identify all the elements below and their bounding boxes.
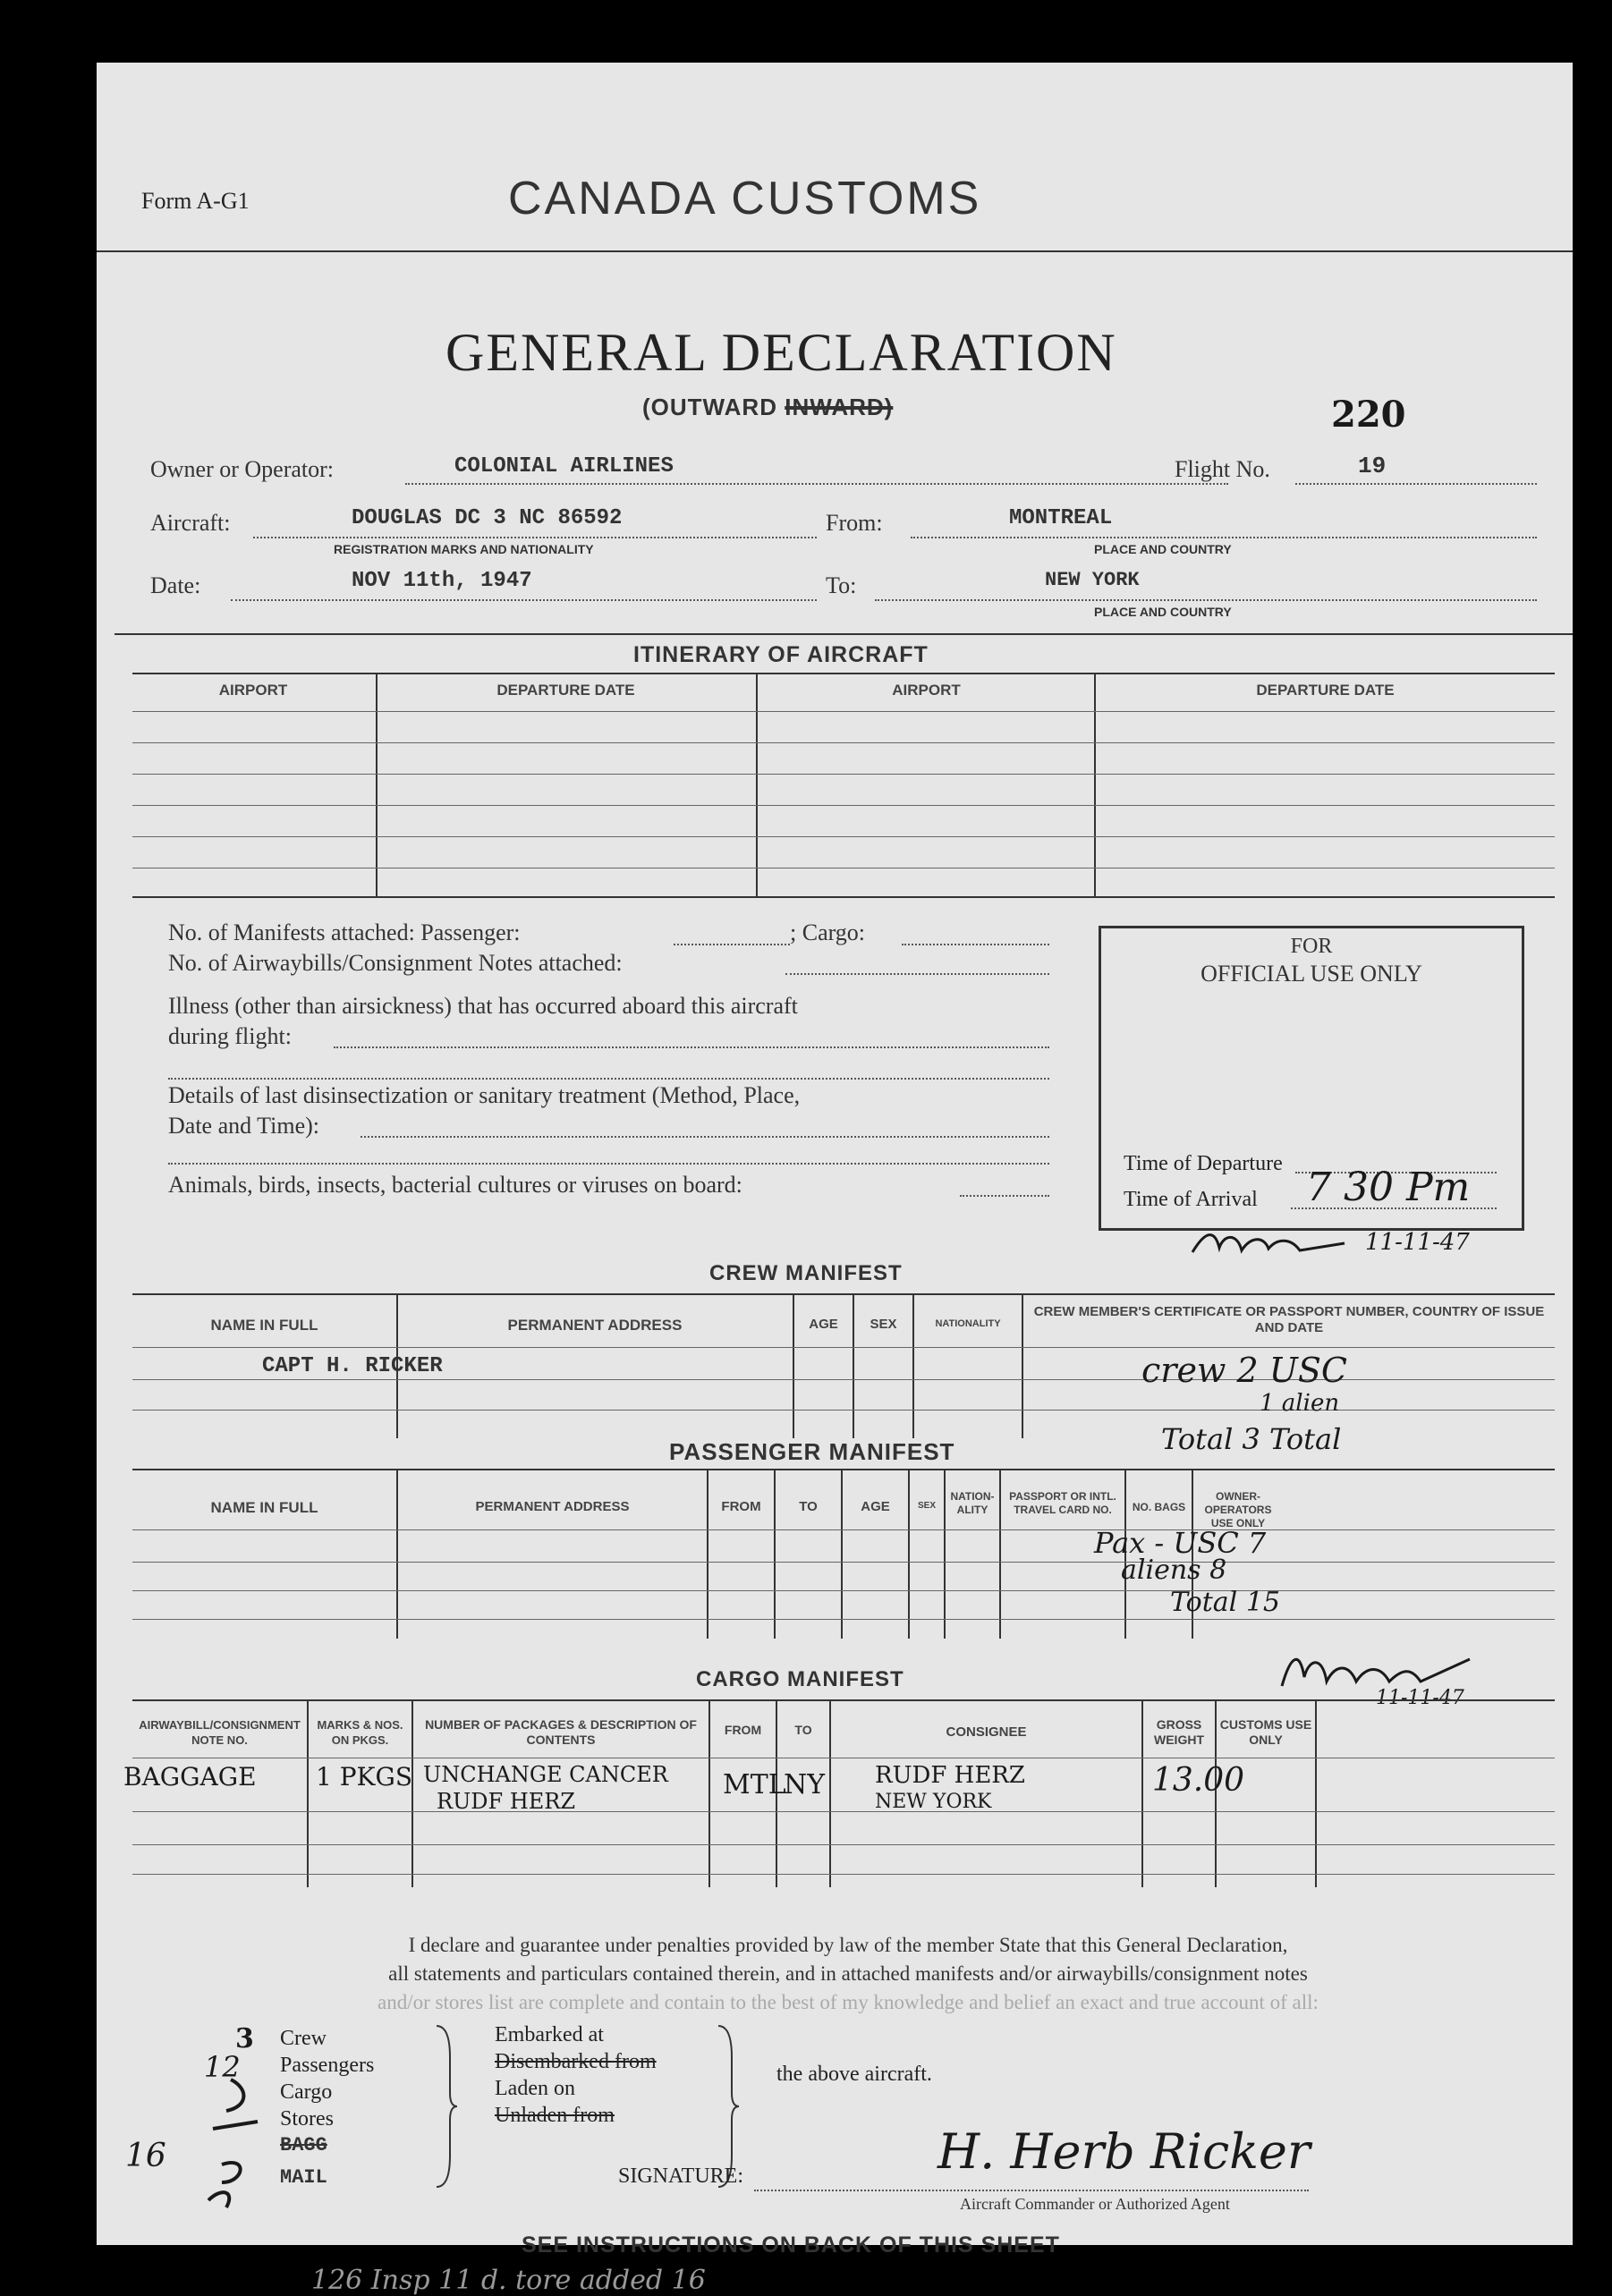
crew-header: NATIONALITY (935, 1318, 1001, 1329)
grid-line (841, 1469, 843, 1639)
crew-count: 3 (235, 2023, 254, 2055)
signature: H. Herb Ricker (938, 2123, 1311, 2180)
date-line (231, 599, 817, 601)
signature-caption: Aircraft Commander or Authorized Agent (960, 2195, 1230, 2213)
passenger-header: PASSPORT OR INTL. TRAVEL CARD NO. (1009, 1490, 1116, 1516)
cargo-weight: 13.00 (1152, 1762, 1245, 1799)
grid-line (944, 1469, 946, 1639)
cargo-cell: RUDF HERZ (437, 1789, 576, 1814)
bottom-item: Unladen from (495, 2104, 615, 2127)
cargo-header: GROSS WEIGHT (1154, 1717, 1204, 1747)
passenger-signoff: 11-11-47 (1376, 1687, 1464, 1709)
bottom-item: MAIL (280, 2166, 327, 2189)
manifests-line: Details of last disinsectization or sanitary treatment (Method, Place, (168, 1082, 801, 1108)
grid-line (307, 1699, 309, 1887)
divider (132, 673, 1555, 674)
subtitle (642, 394, 893, 421)
from-caption: PLACE AND COUNTRY (1094, 542, 1232, 556)
crew-header: SEX (870, 1317, 897, 1332)
official-title: OFFICIAL USE ONLY (1201, 961, 1422, 987)
cargo-cell: NY (784, 1769, 826, 1800)
grid-line (132, 1811, 1555, 1812)
from-value: MONTREAL (1009, 506, 1113, 530)
grid-line (132, 1410, 1555, 1411)
divider (97, 250, 1573, 252)
passenger-note: Pax - USC 7 (1094, 1526, 1267, 1560)
passenger-header: NAME IN FULL (210, 1499, 318, 1516)
grid-line (132, 1874, 1555, 1875)
flight-value: 19 (1358, 453, 1387, 479)
passenger-note: aliens 8 (1121, 1555, 1227, 1586)
grid-line (411, 1699, 413, 1887)
subtitle-inward: INWARD) (785, 394, 894, 420)
grid-line (132, 1529, 1555, 1530)
passenger-header: OWNER-OPERATORS USE ONLY (1204, 1490, 1272, 1529)
aircraft-label: Aircraft: (150, 510, 231, 536)
cargo-cell: BAGGAGE (123, 1762, 257, 1792)
passenger-header: PERMANENT ADDRESS (475, 1499, 630, 1514)
bottom-item: Passengers (280, 2054, 375, 2077)
bracket (432, 2021, 459, 2191)
manifests-blank (674, 944, 790, 945)
manifests-line: Illness (other than airsickness) that has occurred aboard this aircraft (168, 993, 798, 1019)
bottom-item: Laden on (495, 2077, 575, 2100)
owner-value: COLONIAL AIRLINES (454, 454, 674, 479)
passenger-header: SEX (917, 1501, 936, 1511)
manifests-blank (334, 1046, 1049, 1048)
subtitle-outward: (OUTWARD (642, 394, 777, 420)
initials-signature (1188, 1225, 1349, 1261)
bottom-item: Embarked at (495, 2023, 604, 2046)
manifests-blank (785, 973, 1049, 975)
crew-header: PERMANENT ADDRESS (507, 1317, 683, 1334)
cargo-cell: MTL (723, 1769, 786, 1800)
declaration-line: I declare and guarantee under penalties provided by law of the member State that this General Declaration, (408, 1934, 1288, 1956)
official-title: FOR (1290, 935, 1333, 958)
aircraft-line (253, 537, 817, 538)
page-title: GENERAL DECLARATION (445, 323, 1117, 382)
crew-member: CAPT H. RICKER (262, 1354, 443, 1378)
cargo-header: CONSIGNEE (946, 1724, 1027, 1740)
arrival-value: 7 30 Pm (1306, 1165, 1471, 1210)
bagg-count: 16 (125, 2138, 166, 2174)
manifests-blank (361, 1136, 1049, 1138)
grid-line (708, 1699, 710, 1887)
grid-line (1315, 1699, 1317, 1887)
to-caption: PLACE AND COUNTRY (1094, 605, 1232, 619)
aircraft-caption: REGISTRATION MARKS AND NATIONALITY (334, 542, 594, 556)
document-number: 220 (1331, 394, 1406, 436)
cargo-cell: UNCHANGE CANCER (423, 1762, 668, 1787)
bottom-item: Cargo (280, 2080, 333, 2104)
flight-line (1295, 483, 1537, 485)
owner-label: Owner or Operator: (150, 456, 335, 482)
cargo-cell: NEW YORK (875, 1791, 992, 1813)
itinerary-title: ITINERARY OF AIRCRAFT (633, 642, 929, 667)
bottom-item: Disembarked from (495, 2050, 657, 2073)
crew-note: 1 alien (1260, 1390, 1340, 1417)
aircraft-text: the above aircraft. (776, 2063, 932, 2086)
crew-header: AGE (809, 1317, 838, 1332)
itinerary-header: AIRPORT (892, 682, 961, 699)
manifests-blank (902, 944, 1049, 945)
grid-line (376, 673, 378, 896)
cargo-cell: RUDF HERZ (875, 1762, 1025, 1789)
passenger-header: AGE (861, 1499, 890, 1514)
grid-line (132, 805, 1555, 806)
arrival-label: Time of Arrival (1124, 1188, 1258, 1211)
divider (132, 1699, 1555, 1701)
cargo-header: NUMBER OF PACKAGES & DESCRIPTION OF CONTENTS (425, 1717, 697, 1747)
grid-line (132, 774, 1555, 775)
crew-header: CREW MEMBER'S CERTIFICATE OR PASSPORT NUMBER, COUNTRY OF ISSUE AND DATE (1033, 1304, 1545, 1335)
passenger-header: TO (799, 1499, 818, 1514)
itinerary-header: DEPARTURE DATE (1256, 682, 1395, 699)
manifests-line: Date and Time): (168, 1113, 319, 1139)
grid-line (132, 1590, 1555, 1591)
bottom-item: Crew (280, 2027, 327, 2050)
grid-line (908, 1469, 910, 1639)
itinerary-header: AIRPORT (218, 682, 288, 699)
official-signoff: 11-11-47 (1365, 1229, 1470, 1256)
grid-line (132, 711, 1555, 712)
cargo-header: MARKS & NOS. ON PKGS. (317, 1718, 403, 1747)
grid-line (912, 1293, 914, 1438)
divider (132, 896, 1555, 898)
crew-total: Total 3 Total (1161, 1422, 1342, 1456)
cargo-cell: 1 PKGS (316, 1762, 413, 1792)
manifests-blank (960, 1195, 1049, 1197)
grid-line (793, 1293, 794, 1438)
date-value: NOV 11th, 1947 (352, 569, 532, 593)
grid-line (999, 1469, 1001, 1639)
passenger-header: FROM (721, 1499, 761, 1514)
owner-line (405, 483, 1228, 485)
declaration-line: all statements and particulars contained therein, and in attached manifests and/or airwaybills/consignment notes (388, 1962, 1308, 1985)
signature-label: SIGNATURE: (618, 2165, 744, 2188)
grid-line (774, 1469, 776, 1639)
to-label: To: (826, 572, 857, 598)
bottom-item: Stores (280, 2107, 334, 2131)
grid-line (132, 1844, 1555, 1845)
manifests-cargo: ; Cargo: (790, 919, 866, 945)
passenger-title: PASSENGER MANIFEST (669, 1438, 955, 1465)
declaration-line: and/or stores list are complete and contain to the best of my knowledge and belief an exact and true account of all: (378, 1991, 1319, 2013)
handwritten-strikes (195, 2075, 267, 2209)
divider (132, 1469, 1555, 1470)
grid-line (132, 742, 1555, 743)
to-value: NEW YORK (1045, 569, 1140, 591)
manifests-line: No. of Airwaybills/Consignment Notes attached: (168, 950, 623, 976)
grid-line (707, 1469, 708, 1639)
passenger-header: NATION-ALITY (950, 1490, 995, 1516)
form-sheet (97, 63, 1573, 2296)
manifests-line: No. of Manifests attached: Passenger: (168, 919, 521, 945)
passenger-header: NO. BAGS (1132, 1501, 1186, 1513)
departure-label: Time of Departure (1124, 1152, 1283, 1175)
cargo-header: TO (794, 1723, 812, 1737)
from-label: From: (826, 510, 883, 536)
agency-title: CANADA CUSTOMS (508, 173, 982, 225)
grid-line (132, 1347, 1555, 1348)
pencil-footnote: 126 Insp 11 d. tore added 16 (311, 2265, 706, 2296)
itinerary-header: DEPARTURE DATE (496, 682, 635, 699)
grid-line (1094, 673, 1096, 896)
aircraft-value: DOUGLAS DC 3 NC 86592 (352, 506, 623, 530)
grid-line (132, 836, 1555, 837)
divider (132, 1293, 1555, 1295)
manifests-blank (168, 1078, 1049, 1080)
crew-header: NAME IN FULL (210, 1317, 318, 1334)
grid-line (396, 1469, 398, 1639)
flight-label: Flight No. (1175, 456, 1270, 482)
grid-line (829, 1699, 831, 1887)
crew-note: crew 2 USC (1141, 1351, 1347, 1390)
manifests-line: during flight: (168, 1023, 292, 1049)
signature-line (754, 2190, 1309, 2191)
grid-line (853, 1293, 854, 1438)
passenger-total: Total 15 (1170, 1587, 1280, 1618)
grid-line (1022, 1293, 1023, 1438)
grid-line (132, 1619, 1555, 1620)
cargo-header: AIRWAYBILL/CONSIGNMENT NOTE NO. (139, 1718, 301, 1747)
to-line (875, 599, 1537, 601)
form-number: Form A-G1 (141, 188, 250, 214)
crew-title: CREW MANIFEST (709, 1261, 903, 1285)
passenger-count: 12 (204, 2050, 241, 2084)
cargo-title: CARGO MANIFEST (696, 1667, 904, 1691)
from-line (911, 537, 1537, 538)
manifests-blank (168, 1163, 1049, 1165)
cargo-header: FROM (724, 1723, 762, 1737)
manifests-line: Animals, birds, insects, bacterial cultures or viruses on board: (168, 1172, 742, 1198)
date-label: Date: (150, 572, 201, 598)
grid-line (756, 673, 758, 896)
grid-line (132, 1562, 1555, 1563)
grid-line (1141, 1699, 1143, 1887)
instructions: SEE INSTRUCTIONS ON BACK OF THIS SHEET (522, 2232, 1060, 2258)
bottom-item: BAGG (280, 2134, 327, 2156)
cargo-header: CUSTOMS USE ONLY (1219, 1717, 1312, 1747)
divider (115, 633, 1573, 635)
